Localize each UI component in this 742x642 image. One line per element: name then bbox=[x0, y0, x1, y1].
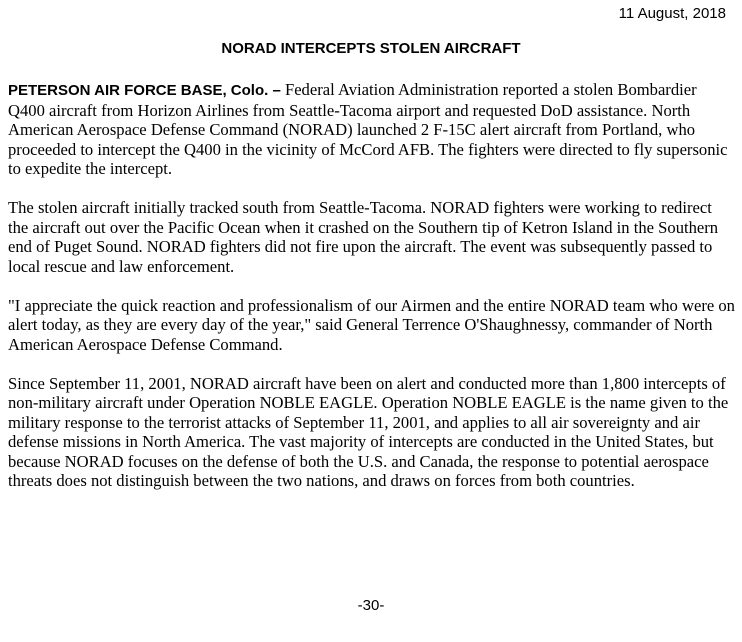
headline: NORAD INTERCEPTS STOLEN AIRCRAFT bbox=[221, 40, 521, 57]
paragraph-3: "I appreciate the quick reaction and professionalism of our Airmen and the entire NORAD team who were on alert today, as they are every day of the year," said General Terrence O'Shaughnessy, commander of North American Aerospace Defense Command. bbox=[8, 295, 735, 354]
release-date: 11 August, 2018 bbox=[618, 5, 726, 22]
paragraph-4: Since September 11, 2001, NORAD aircraft have been on alert and conducted more than 1,800 intercepts of non-military aircraft under Operation NOBLE EAGLE. Operation NOBLE EAGLE is the name given to the military response to the terrorist attacks of September 11, 2001, and applies to all air sovereignty and air defense missions in North America. The vast majority of intercepts are conducted in the United States, but because NORAD focuses on the defense of both the U.S. and Canada, the response to potential aerospace threats does not distinguish between the two nations, and draws on forces from both countries. bbox=[8, 373, 729, 490]
article-body bbox=[8, 80, 736, 510]
end-mark: -30- bbox=[357, 597, 385, 614]
paragraph-1-text: Federal Aviation Administration reported a stolen Bombardier Q400 aircraft from Horizon Airlines from Seattle-Tacoma airport and requested DoD assistance. North American Aerospace Defense Command (NORAD) launched 2 F-15C alert aircraft from Portland, who proceeded to intercept the Q400 in the vicinity of McCord AFB. The fighters were directed to fly supersonic to expedite the intercept. bbox=[8, 80, 728, 178]
paragraph-1 bbox=[8, 80, 736, 179]
paragraph-2: The stolen aircraft initially tracked south from Seattle-Tacoma. NORAD fighters were working to redirect the aircraft out over the Pacific Ocean when it crashed on the Southern tip of Ketron Island in the Southern end of Puget Sound. NORAD fighters did not fire upon the aircraft. The event was subsequently passed to local rescue and law enforcement. bbox=[8, 198, 719, 276]
dateline: PETERSON AIR FORCE BASE, Colo. – bbox=[8, 82, 281, 99]
